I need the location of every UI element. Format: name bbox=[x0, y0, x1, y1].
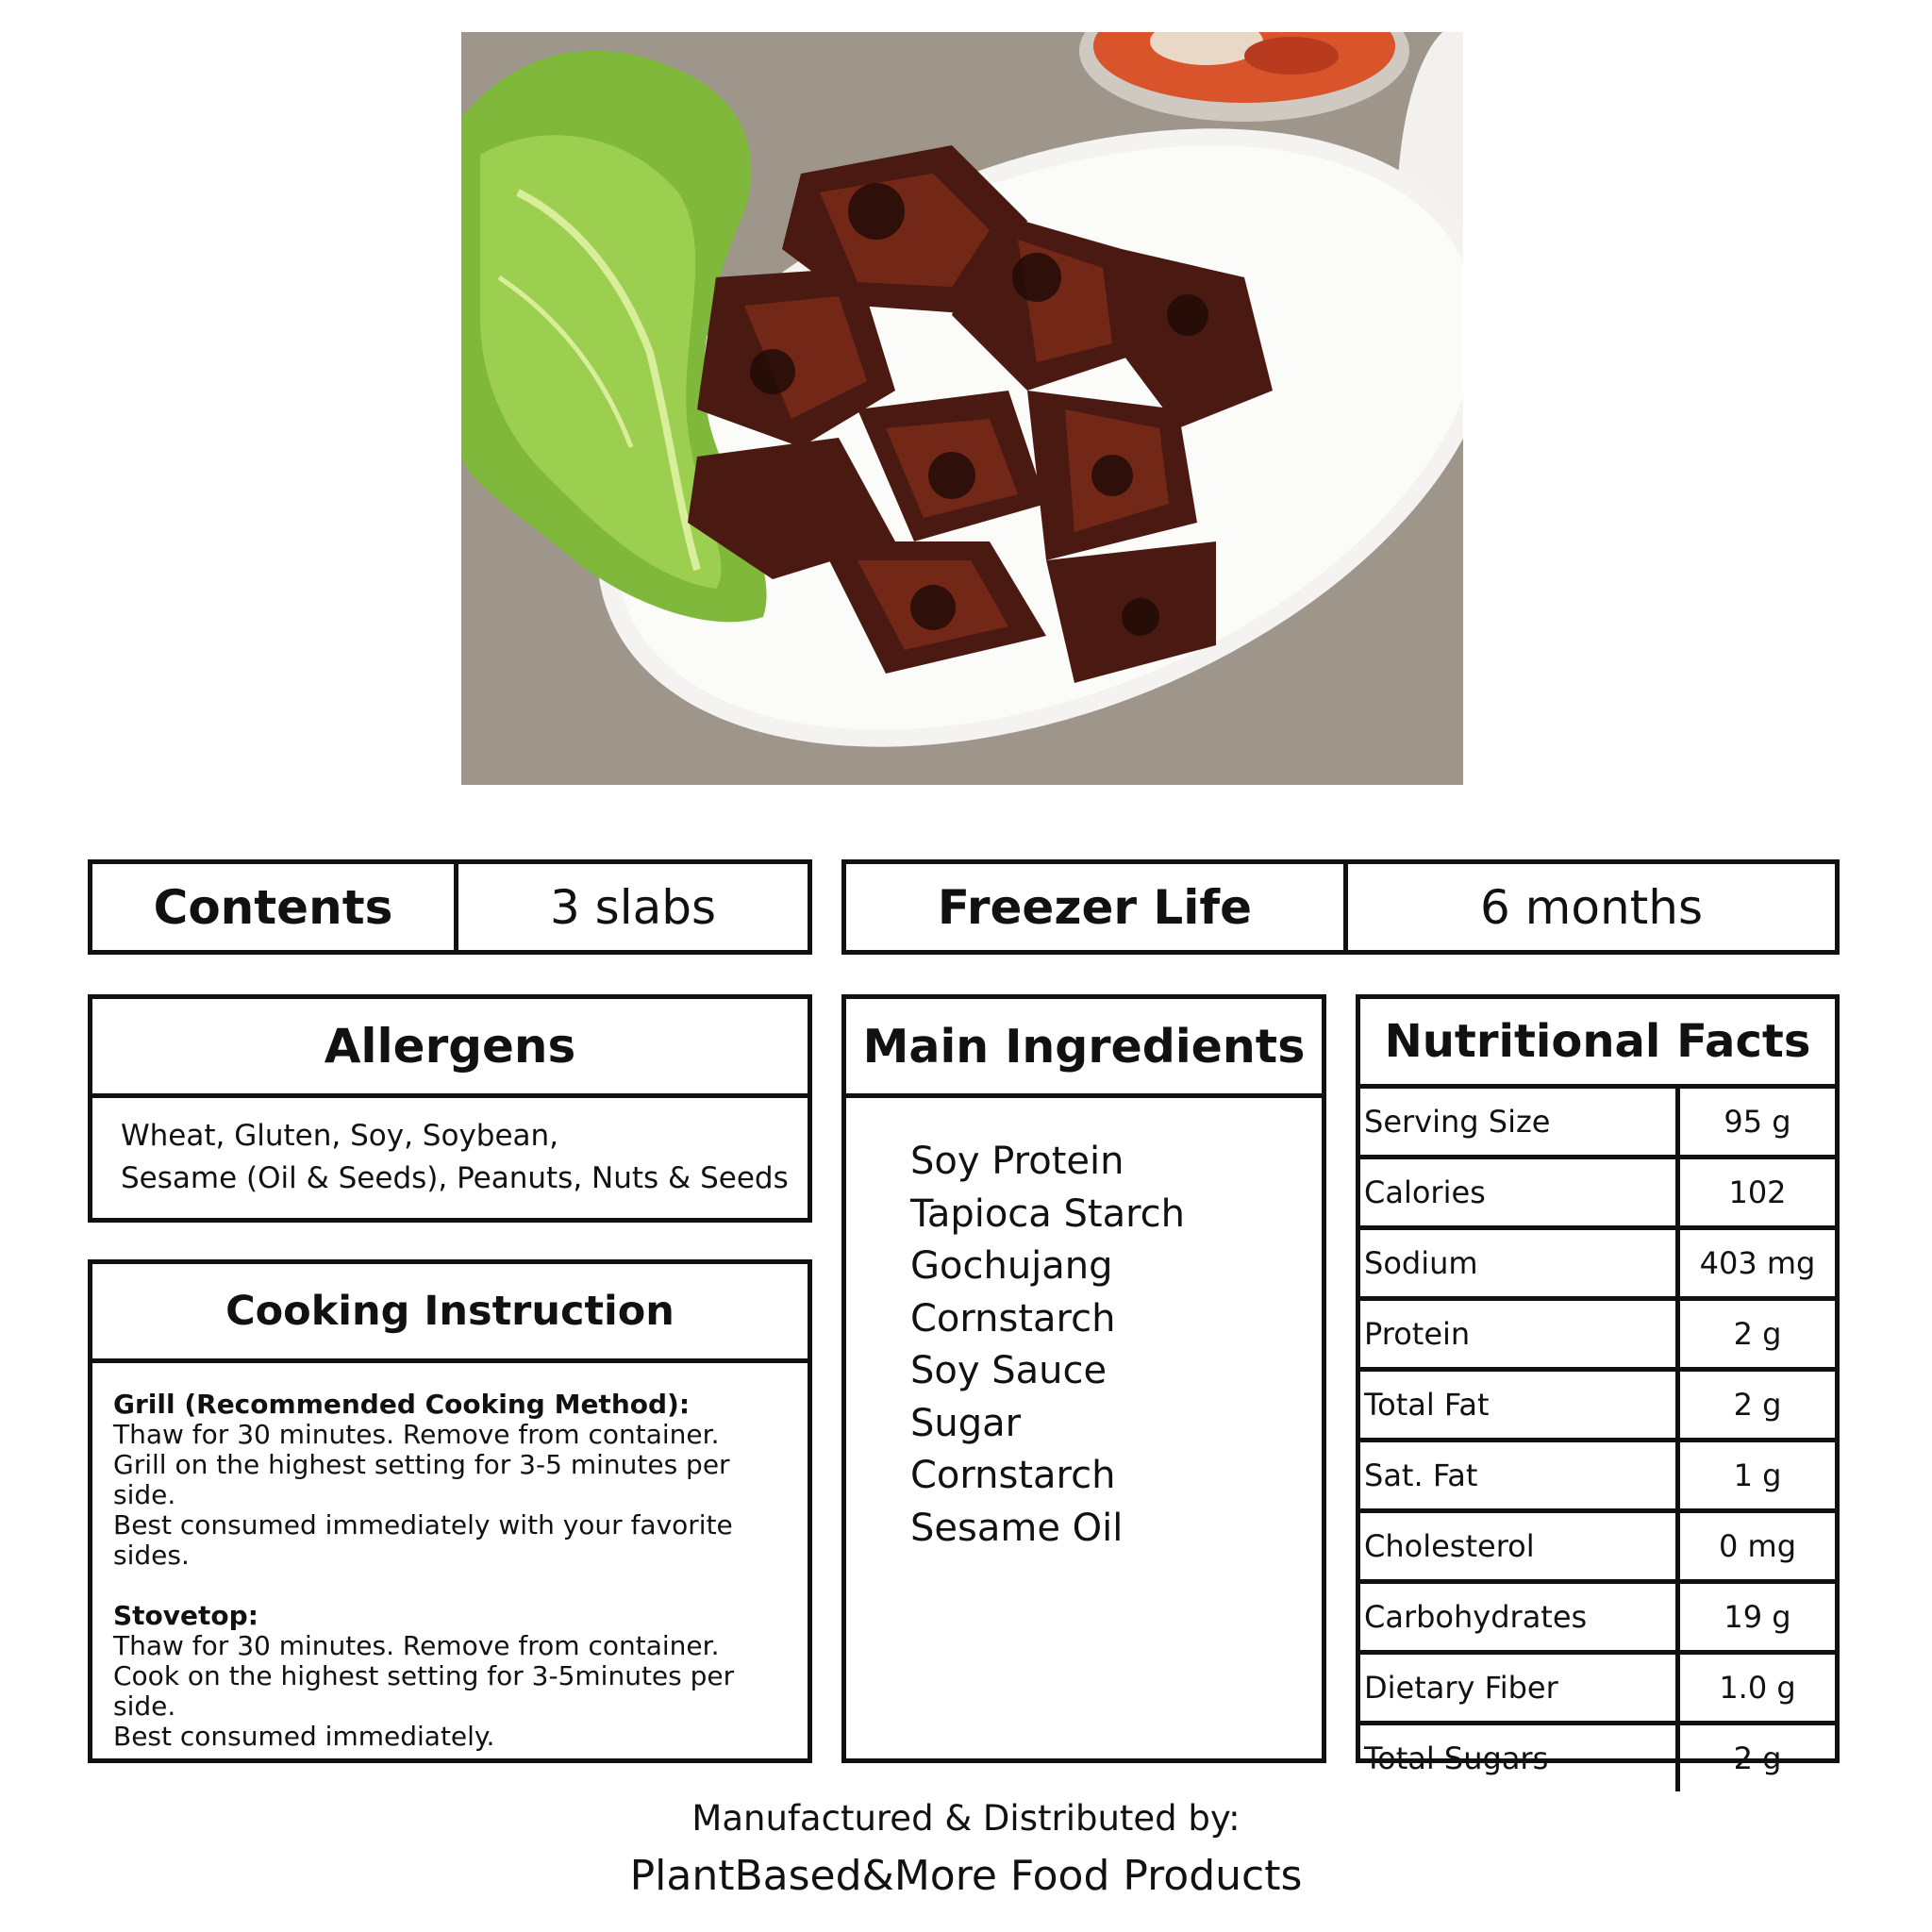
allergens-box bbox=[88, 994, 812, 1223]
nutrient-label: Calories bbox=[1360, 1158, 1678, 1228]
ingredient-item: Sugar bbox=[910, 1401, 1022, 1445]
grill-method-title: Grill (Recommended Cooking Method): bbox=[113, 1389, 691, 1420]
nutrition-table bbox=[1360, 1089, 1835, 1791]
nutrient-label: Serving Size bbox=[1360, 1089, 1678, 1158]
nutrient-value: 19 g bbox=[1678, 1582, 1836, 1653]
ingredients-list bbox=[846, 1098, 1322, 1555]
product-photo bbox=[461, 32, 1463, 785]
nutrient-label: Dietary Fiber bbox=[1360, 1653, 1678, 1724]
table-row bbox=[1360, 1724, 1835, 1792]
nutritional-facts-box bbox=[1356, 994, 1840, 1776]
contents-value: 3 slabs bbox=[549, 879, 717, 935]
table-row bbox=[1360, 1370, 1835, 1441]
nutrient-label: Total Fat bbox=[1360, 1370, 1678, 1441]
table-row bbox=[1360, 1299, 1835, 1370]
nutrient-value: 0 mg bbox=[1678, 1511, 1836, 1582]
contents-label: Contents bbox=[92, 864, 458, 950]
nutrient-label: Protein bbox=[1360, 1299, 1678, 1370]
product-photo-illustration bbox=[461, 32, 1463, 785]
contents-strip bbox=[88, 859, 812, 955]
nutrient-value: 2 g bbox=[1678, 1299, 1836, 1370]
allergens-line: Sesame (Oil & Seeds), Peanuts, Nuts & Seeds bbox=[121, 1161, 789, 1195]
ingredient-item: Gochujang bbox=[910, 1244, 1113, 1288]
nutrient-value: 102 bbox=[1678, 1158, 1836, 1228]
nutrient-label: Sodium bbox=[1360, 1228, 1678, 1299]
table-row bbox=[1360, 1653, 1835, 1724]
grill-step: Best consumed immediately with your favorite bbox=[113, 1509, 733, 1541]
ingredient-item: Sesame Oil bbox=[910, 1506, 1124, 1550]
main-ingredients-title: Main Ingredients bbox=[846, 999, 1322, 1098]
nutrient-value: 1.0 g bbox=[1678, 1653, 1836, 1724]
allergens-line: Wheat, Gluten, Soy, Soybean, bbox=[121, 1119, 559, 1153]
nutrient-value: 2 g bbox=[1678, 1370, 1836, 1441]
grill-step: Grill on the highest setting for 3-5 minutes per side. bbox=[113, 1449, 730, 1510]
nutrient-value: 2 g bbox=[1678, 1724, 1836, 1792]
freezer-life-strip bbox=[841, 859, 1840, 955]
cooking-instruction-box bbox=[88, 1259, 812, 1763]
cooking-instruction-title: Cooking Instruction bbox=[92, 1264, 808, 1363]
freezer-life-label: Freezer Life bbox=[846, 864, 1348, 950]
nutrient-label: Sat. Fat bbox=[1360, 1441, 1678, 1511]
grill-step: sides. bbox=[113, 1540, 190, 1571]
stovetop-step: Thaw for 30 minutes. Remove from container. bbox=[113, 1630, 720, 1661]
table-row bbox=[1360, 1441, 1835, 1511]
stovetop-step: Cook on the highest setting for 3-5minutes per side. bbox=[113, 1660, 735, 1722]
stovetop-method-title: Stovetop: bbox=[113, 1600, 258, 1631]
nutrient-label: Total Sugars bbox=[1360, 1724, 1678, 1792]
nutrient-label: Carbohydrates bbox=[1360, 1582, 1678, 1653]
ingredient-item: Soy Sauce bbox=[910, 1349, 1108, 1392]
manufacturer-caption: Manufactured & Distributed by: bbox=[691, 1798, 1241, 1839]
cooking-instruction-text bbox=[92, 1363, 808, 1752]
table-row bbox=[1360, 1089, 1835, 1158]
nutrient-label: Cholesterol bbox=[1360, 1511, 1678, 1582]
ingredient-item: Soy Protein bbox=[910, 1140, 1124, 1183]
table-row bbox=[1360, 1228, 1835, 1299]
ingredient-item: Cornstarch bbox=[910, 1454, 1116, 1497]
table-row bbox=[1360, 1582, 1835, 1653]
main-ingredients-box bbox=[841, 994, 1326, 1763]
table-row bbox=[1360, 1158, 1835, 1228]
ingredient-item: Cornstarch bbox=[910, 1296, 1116, 1341]
stovetop-step: Best consumed immediately. bbox=[113, 1721, 495, 1752]
nutritional-facts-title: Nutritional Facts bbox=[1360, 999, 1835, 1089]
nutrient-value: 1 g bbox=[1678, 1441, 1836, 1511]
grill-step: Thaw for 30 minutes. Remove from container. bbox=[113, 1419, 720, 1450]
allergens-text bbox=[92, 1098, 808, 1217]
ingredient-item: Tapioca Starch bbox=[910, 1191, 1186, 1236]
table-row bbox=[1360, 1511, 1835, 1582]
freezer-life-value: 6 months bbox=[1479, 879, 1704, 935]
nutrient-value: 95 g bbox=[1724, 1104, 1791, 1140]
allergens-title: Allergens bbox=[92, 999, 808, 1098]
nutrient-value: 403 mg bbox=[1678, 1228, 1836, 1299]
manufacturer-name: PlantBased&More Food Products bbox=[629, 1852, 1303, 1900]
